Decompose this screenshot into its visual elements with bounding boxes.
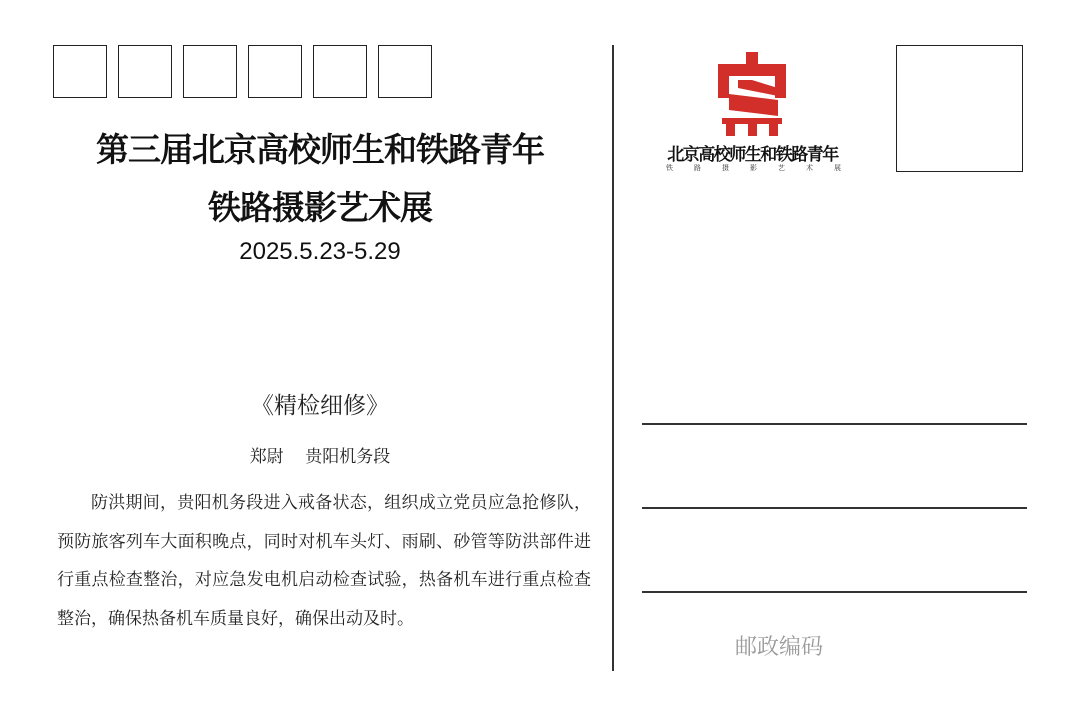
center-divider [612,45,614,671]
logo-subtitle-char: 路 [694,164,701,172]
address-line [642,507,1027,509]
logo-name-text: 北京高校师生和铁路青年 [667,145,838,165]
logo-subtitle-char: 展 [834,164,841,172]
logo-subtitle-char: 摄 [722,164,729,172]
logo-subtitle-char: 术 [806,164,813,172]
exhibition-date: 2025.5.23-5.29 [239,238,401,265]
description-text: 防洪期间，贵阳机务段进入戒备状态，组织成立党员应急抢修队，预防旅客列车大面积晚点，同时对机车头灯、雨刷、砂管等防洪部件进行重点检查整治，对应急发电机启动检查试验，热备机车进行重点检查整治，确保热备机车质量良好，确保出动及时。 [57,493,591,629]
stamp-box [896,45,1023,172]
zip-code-box [53,45,107,98]
author-line: 郑尉 贵阳机务段 [249,447,391,467]
zip-code-box [313,45,367,98]
zip-code-box [248,45,302,98]
exhibition-title-line1: 第三届北京高校师生和铁路青年 [96,130,544,169]
postcode-label: 邮政编码 [735,635,824,660]
zip-code-box [378,45,432,98]
address-line [642,423,1027,425]
logo-subtitle-char: 艺 [778,164,785,172]
work-title: 《精检细修》 [251,393,389,419]
zip-code-box [183,45,237,98]
logo-subtitle-char: 影 [750,164,757,172]
exhibition-logo [650,52,855,177]
exhibition-title-line2: 铁路摄影艺术展 [208,188,432,227]
zip-code-box [118,45,172,98]
zip-code-boxes [53,45,432,98]
address-line [642,591,1027,593]
logo-subtitle-char: 铁 [666,164,673,172]
railway-logo-icon [716,52,788,136]
logo-subtitle [666,163,841,173]
